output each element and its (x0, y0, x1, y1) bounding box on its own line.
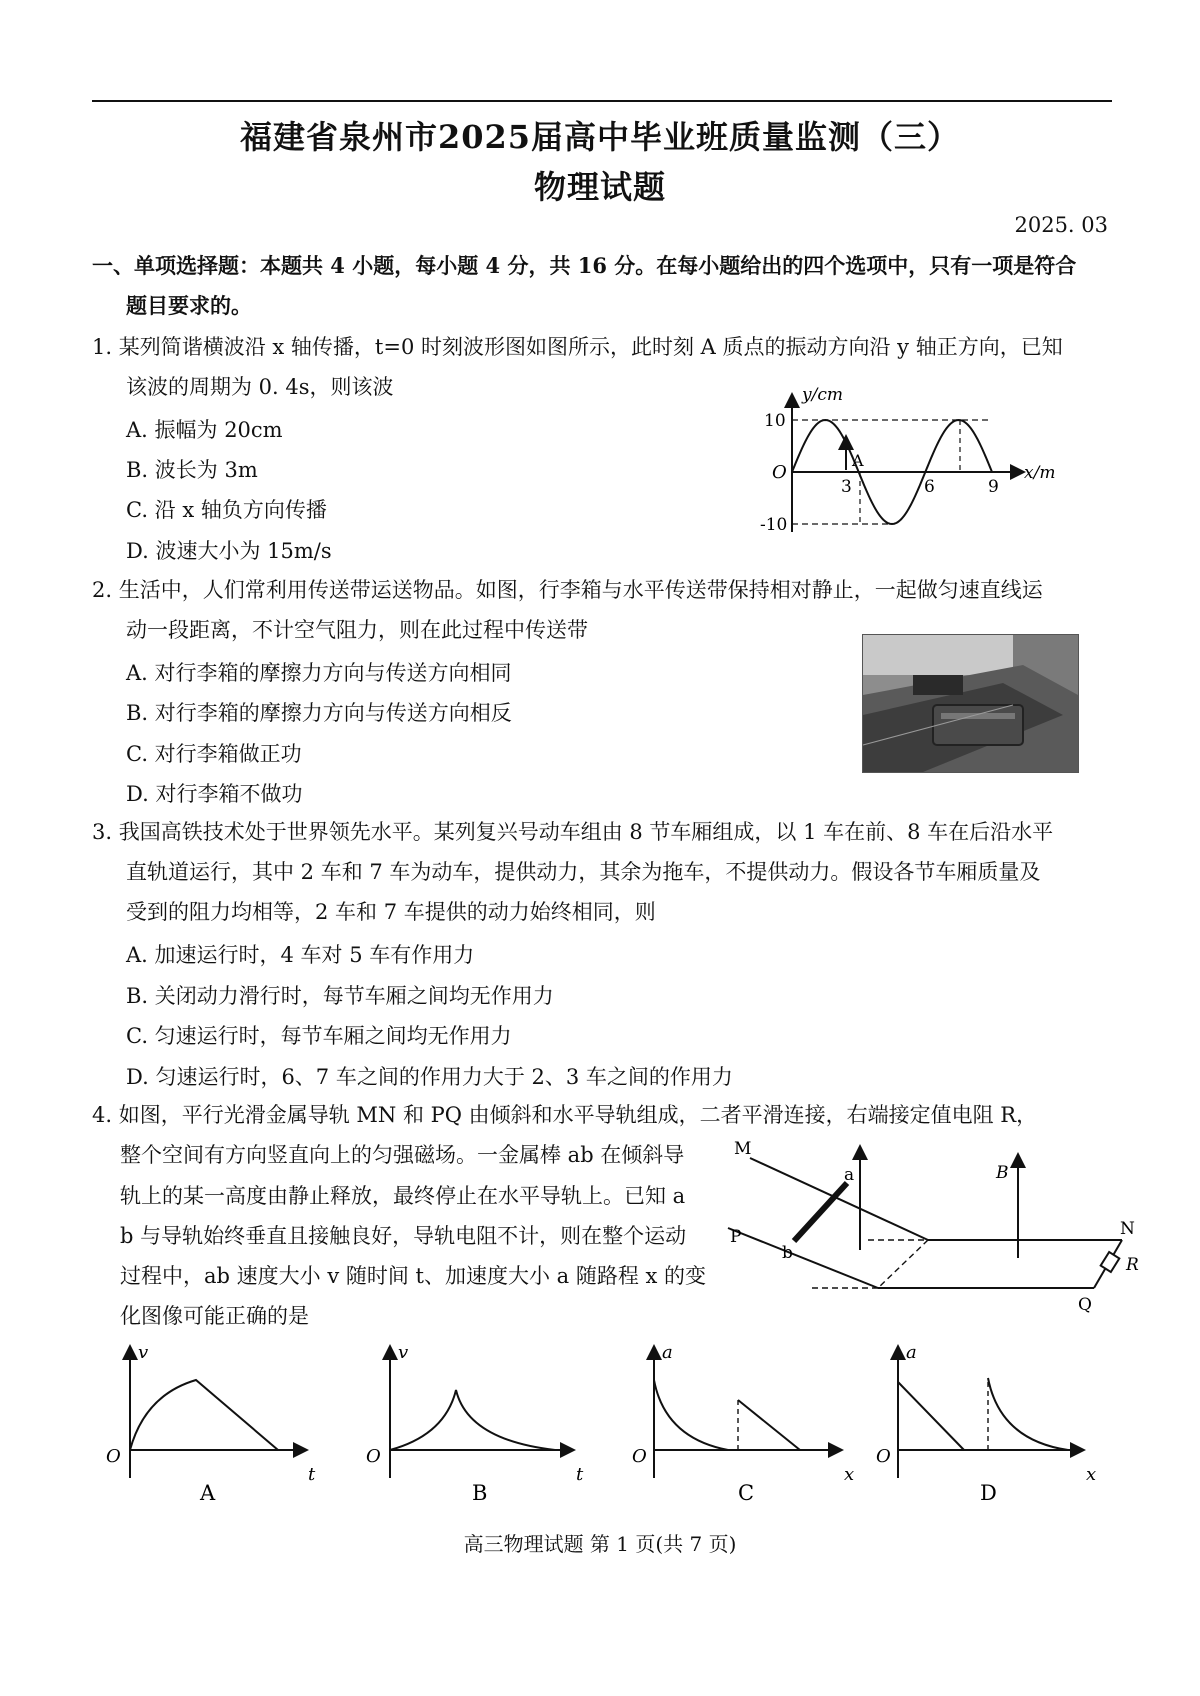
graph-d-curve1 (898, 1382, 964, 1450)
top-rule (92, 100, 1112, 102)
graph-c-xlabel: x (844, 1464, 855, 1485)
label-p: P (730, 1227, 742, 1247)
x-axis-label: x/m (1024, 463, 1056, 483)
q4-stem-line2: 整个空间有方向竖直向上的匀强磁场。一金属棒 ab 在倾斜导 (120, 1143, 685, 1167)
graph-a (106, 1342, 316, 1505)
label-b: b (782, 1243, 793, 1263)
section-heading: 一、单项选择题：本题共 4 小题，每小题 4 分，共 16 分。在每小题给出的四个选项中，只有一项是符合 (92, 253, 1077, 278)
q1-stem-cont: 该波的周期为 0. 4s，则该波 (126, 375, 394, 399)
q1-option-a: A. 振幅为 20cm (126, 418, 283, 442)
graph-b-letter: B (472, 1481, 488, 1505)
point-a-label: A (852, 451, 864, 470)
x-tick-6: 6 (924, 477, 935, 497)
q4-stem-line5: 过程中，ab 速度大小 v 随时间 t、加速度大小 a 随路程 x 的变 (120, 1264, 707, 1288)
graph-a-ylabel: v (138, 1342, 149, 1363)
x-tick-9: 9 (988, 477, 999, 497)
q1-option-b: B. 波长为 3m (126, 458, 258, 482)
graph-c (632, 1342, 854, 1505)
q2-option-c: C. 对行李箱做正功 (126, 742, 302, 766)
page-subtitle: 物理试题 (533, 168, 666, 206)
graph-d (876, 1342, 1096, 1505)
conveyor-photo (862, 634, 1079, 773)
label-q: Q (1078, 1295, 1092, 1315)
label-b-field: B (996, 1163, 1009, 1183)
rail-pq-incline (728, 1228, 878, 1288)
graph-c-curve1 (654, 1380, 728, 1450)
graph-d-curve2 (988, 1378, 1068, 1450)
q4-stem: 4. 如图，平行光滑金属导轨 MN 和 PQ 由倾斜和水平导轨组成，二者平滑连接，右端接定值电阻 R， (92, 1103, 1038, 1127)
q3-option-d: D. 匀速运行时，6、7 车之间的作用力大于 2、3 车之间的作用力 (126, 1065, 733, 1089)
q3-option-b: B. 关闭动力滑行时，每节车厢之间均无作用力 (126, 984, 554, 1008)
graph-d-origin: O (876, 1446, 891, 1467)
q2-stem-cont: 动一段距离，不计空气阻力，则在此过程中传送带 (126, 618, 588, 642)
q4-stem-line6: 化图像可能正确的是 (120, 1304, 309, 1328)
graph-c-letter: C (738, 1481, 755, 1505)
label-m: M (734, 1139, 752, 1159)
q3-stem-cont1: 直轨道运行，其中 2 车和 7 车为动车，提供动力，其余为拖车，不提供动力。假设各节车厢质量及 (126, 860, 1041, 884)
graph-c-curve2 (738, 1400, 800, 1450)
wave-figure (760, 385, 1060, 540)
graph-b-curve (390, 1390, 555, 1450)
graph-b-ylabel: v (398, 1342, 409, 1363)
graph-a-origin: O (106, 1446, 121, 1467)
q1-stem: 1. 某列简谐横波沿 x 轴传播，t=0 时刻波形图如图所示，此时刻 A 质点的振动方向沿 y 轴正方向，已知 (92, 335, 1063, 359)
q4-stem-line3: 轨上的某一高度由静止释放，最终停止在水平导轨上。已知 a (120, 1184, 686, 1208)
label-n: N (1120, 1219, 1135, 1239)
x-tick-3: 3 (841, 477, 852, 497)
q3-option-a: A. 加速运行时，4 车对 5 车有作用力 (126, 943, 475, 967)
exam-date: 2025. 03 (1014, 213, 1108, 237)
q2-option-d: D. 对行李箱不做功 (126, 782, 303, 806)
q3-stem: 3. 我国高铁技术处于世界领先水平。某列复兴号动车组由 8 节车厢组成，以 1 车在前、8 车在后沿水平 (92, 820, 1054, 844)
graph-c-ylabel: a (662, 1342, 673, 1363)
label-a: a (844, 1165, 855, 1185)
q3-option-c: C. 匀速运行时，每节车厢之间均无作用力 (126, 1024, 512, 1048)
q4-stem-line4: b 与导轨始终垂直且接触良好，导轨电阻不计，则在整个运动 (120, 1224, 687, 1248)
y-axis-label: y/cm (802, 385, 843, 405)
graph-d-ylabel: a (906, 1342, 917, 1363)
q1-option-c: C. 沿 x 轴负方向传播 (126, 498, 327, 522)
q2-option-b: B. 对行李箱的摩擦力方向与传送方向相反 (126, 701, 512, 725)
graph-d-letter: D (980, 1481, 997, 1505)
graph-d-xlabel: x (1086, 1464, 1097, 1485)
page-footer: 高三物理试题 第 1 页(共 7 页) (463, 1532, 737, 1556)
graph-b-xlabel: t (576, 1464, 584, 1485)
origin-label: O (772, 462, 787, 483)
rail-mn-incline (750, 1158, 928, 1240)
y-tick-neg10: -10 (760, 515, 788, 535)
y-tick-10: 10 (764, 411, 786, 431)
label-r: R (1126, 1255, 1139, 1275)
answer-graphs (100, 1340, 1150, 1515)
q2-option-a: A. 对行李箱的摩擦力方向与传送方向相同 (126, 661, 512, 685)
page-title: 福建省泉州市2025届高中毕业班质量监测（三） (239, 118, 961, 156)
graph-a-letter: A (200, 1481, 216, 1505)
graph-b-origin: O (366, 1446, 381, 1467)
resistor-r (1101, 1252, 1120, 1272)
graph-a-curve (130, 1380, 278, 1450)
section-heading-cont: 题目要求的。 (126, 293, 252, 318)
graph-b (366, 1342, 584, 1505)
q1-option-d: D. 波速大小为 15m/s (126, 539, 332, 563)
rail-figure (732, 1138, 1152, 1318)
graph-c-origin: O (632, 1446, 647, 1467)
graph-a-xlabel: t (308, 1464, 316, 1485)
metal-rod-ab (794, 1183, 847, 1241)
q2-stem: 2. 生活中，人们常利用传送带运送物品。如图，行李箱与水平传送带保持相对静止，一起做匀速直线运 (92, 578, 1043, 602)
q3-stem-cont2: 受到的阻力均相等，2 车和 7 车提供的动力始终相同，则 (126, 900, 656, 924)
